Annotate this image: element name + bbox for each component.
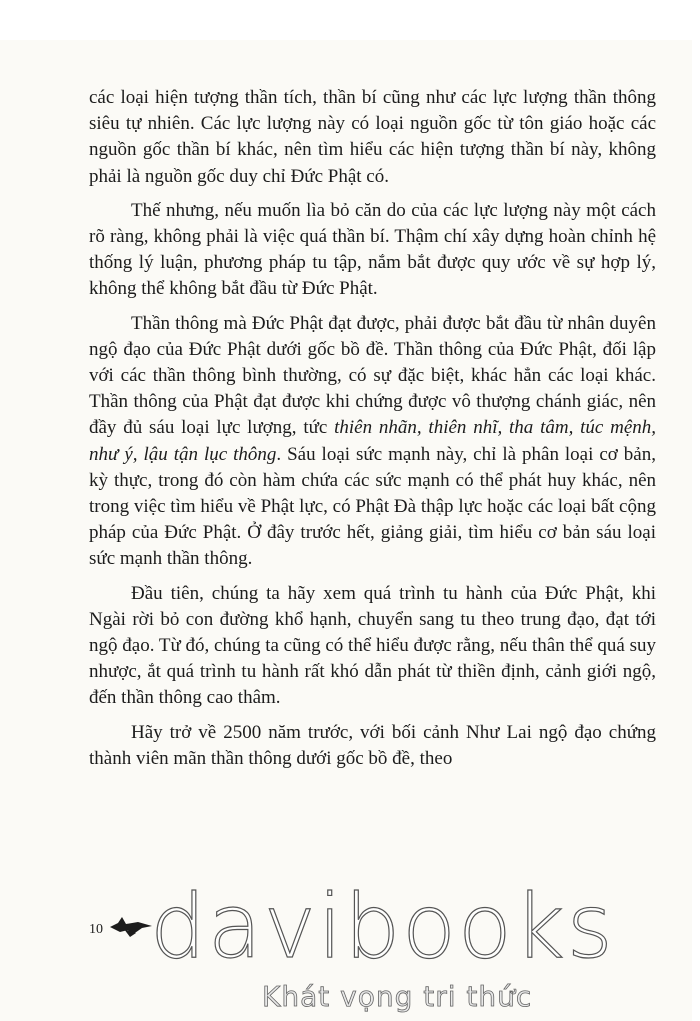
paragraph-4: Đầu tiên, chúng ta hãy xem quá trình tu hành của Đức Phật, khi Ngài rời bỏ con đường khổ hạnh, chuyển sang tu theo trung đạo, đạt tới ngộ đạo. Từ đó, chúng ta cũng có thể hiểu được rằng, nếu thân thể quá suy nhược, ắt quá trình tu hành rất khó dẫn phát từ thiền định, cảnh giới ngộ, đến thần thông cao thâm. — [89, 582, 656, 709]
watermark-tagline: Khát vọng tri thức — [262, 980, 533, 1013]
page-number: 10 — [89, 922, 103, 937]
paragraph-1: các loại hiện tượng thần tích, thần bí cũng như các lực lượng thần thông siêu tự nhiên. Các lực lượng này có loại nguồn gốc từ tôn giáo hoặc các nguồn gốc thần bí khác, nên tìm hiểu các hiện tượng thần bí này, không phải là nguồn gốc duy chỉ Đức Phật có. — [89, 87, 656, 187]
paragraph-3-part-b: . Sáu loại sức mạnh này, chỉ là phân loại cơ bản, kỳ thực, trong đó còn hàm chứa các sức mạnh có thể phát huy khác, nên trong việc tìm hiểu về Phật lực, có Phật Đà thập lực hoặc các loại bất cộng pháp của Đức Phật. Ở đây trước hết, giảng giải, tìm hiểu cơ bản sáu loại sức mạnh thần thông. — [89, 443, 656, 570]
paragraph-3 — [89, 311, 656, 573]
paragraph-3-italic: thiên nhãn, thiên nhĩ, tha tâm, túc mệnh, như ý, lậu tận lục thông — [89, 417, 656, 465]
paragraph-2: Thế nhưng, nếu muốn lìa bỏ căn do của các lực lượng này một cách rõ ràng, không phải là việc quá thần bí. Thậm chí xây dựng hoàn chỉnh hệ thống lý luận, phương pháp tu tập, nắm bắt được quy ước về sự hợp lý, không thể không bắt đầu từ Đức Phật. — [89, 199, 656, 300]
paragraph-5: Hãy trở về 2500 năm trước, với bối cảnh Như Lai ngộ đạo chứng thành viên mãn thần thông dưới gốc bồ đề, theo — [89, 721, 656, 769]
body-text — [89, 85, 656, 780]
paragraph-3-part-a: Thần thông mà Đức Phật đạt được, phải được bắt đầu từ nhân duyên ngộ đạo của Đức Phật dưới gốc bồ đề. Thần thông của Đức Phật, đối lập với các thần thông bình thường, có sự đặc biệt, khác hẳn các loại khác. Thần thông của Phật đạt được khi chứng được vô thượng chánh giác, nên đầy đủ sáu loại lực lượng, tức — [89, 312, 656, 439]
watermark-brand: davibooks — [150, 875, 615, 978]
